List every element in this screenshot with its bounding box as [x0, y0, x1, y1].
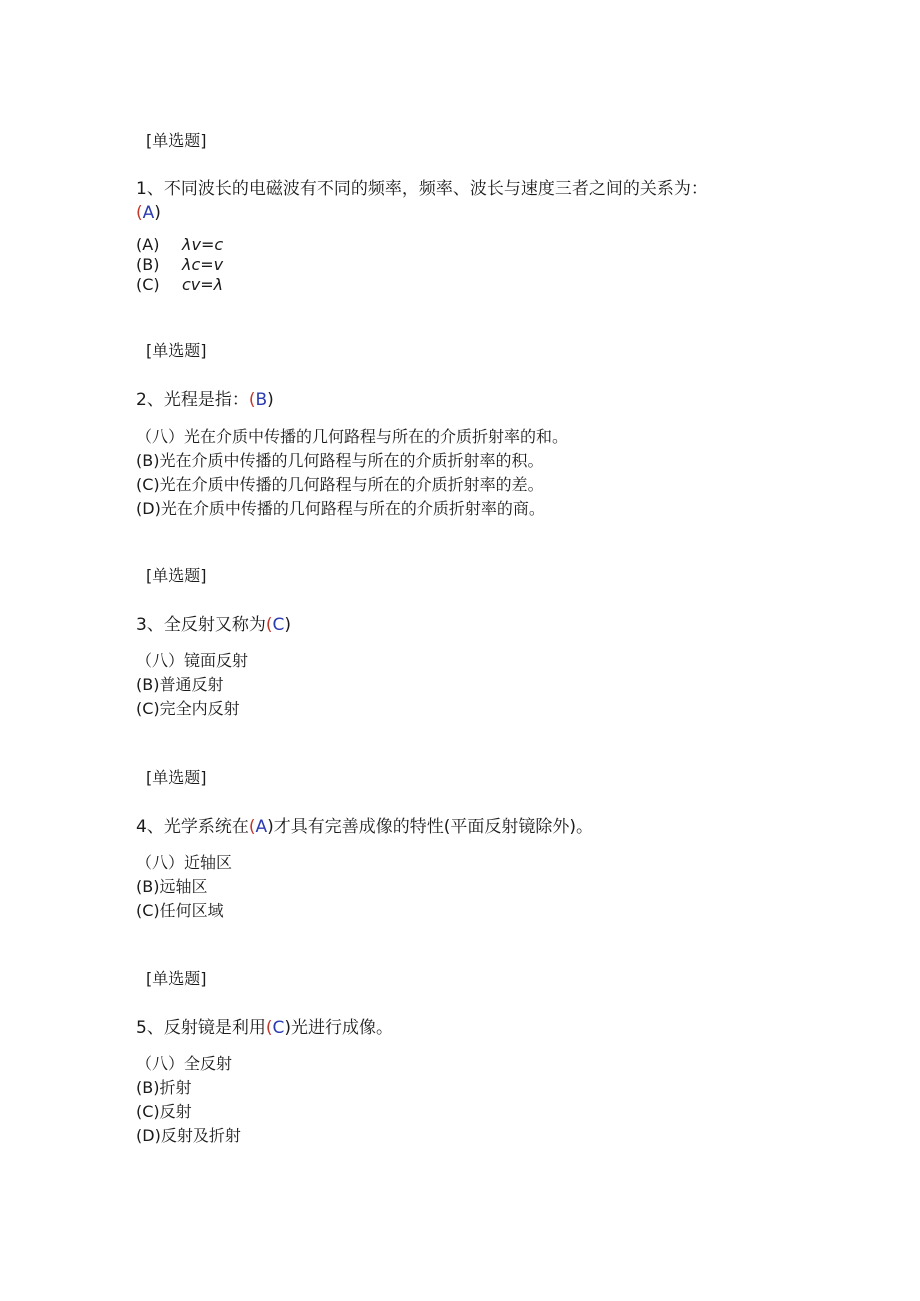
- option-label: (D): [136, 499, 161, 518]
- option-c: [136, 275, 223, 295]
- answer-letter: C: [272, 615, 285, 635]
- answer-open-paren: (: [265, 1018, 273, 1038]
- stem-text: 5、反射镜是利用: [136, 1018, 266, 1038]
- option-label: (C): [136, 475, 160, 494]
- stem-text: 3、全反射又称为: [136, 615, 266, 635]
- option-list: [136, 649, 248, 721]
- option-list: [136, 425, 568, 521]
- option-label: (C): [136, 1102, 160, 1121]
- stem-text-after: 光进行成像。: [290, 1018, 393, 1038]
- question-type-label: [单选题]: [146, 131, 207, 150]
- option-list: [136, 235, 223, 295]
- answer-close-paren: ): [267, 390, 274, 410]
- option-label: (C): [136, 275, 160, 294]
- question-type-label: [单选题]: [146, 341, 207, 360]
- question-answer-line: [136, 202, 161, 224]
- option-b: [136, 875, 232, 899]
- option-b: [136, 1076, 241, 1100]
- option-a: [136, 425, 568, 449]
- option-label: （八）: [136, 427, 185, 446]
- answer-close-paren: ): [284, 615, 291, 635]
- option-text: 普通反射: [159, 675, 224, 694]
- option-a: [136, 1052, 241, 1076]
- option-text: 光在介质中传播的几何路程与所在的介质折射率的差。: [159, 475, 544, 494]
- option-label: (C): [136, 699, 160, 718]
- option-label: （八）: [136, 651, 185, 670]
- option-label: （八）: [136, 853, 185, 872]
- option-label: (B): [136, 675, 160, 694]
- option-text: λc=v: [182, 255, 224, 274]
- option-list: [136, 1052, 241, 1148]
- option-text: 近轴区: [184, 853, 233, 872]
- option-b: [136, 449, 568, 473]
- question-stem: [136, 1017, 393, 1039]
- question-stem: [136, 389, 274, 411]
- option-text: 光在介质中传播的几何路程与所在的介质折射率的积。: [159, 451, 544, 470]
- option-label: (B): [136, 877, 160, 896]
- option-c: [136, 473, 568, 497]
- option-c: [136, 697, 248, 721]
- answer-open-paren: (: [265, 615, 273, 635]
- option-label: (B): [136, 451, 160, 470]
- option-c: [136, 899, 232, 923]
- option-a: [136, 649, 248, 673]
- option-label: (D): [136, 1126, 161, 1145]
- option-label: (B): [136, 1078, 160, 1097]
- option-text: 任何区域: [159, 901, 224, 920]
- question-stem: [136, 816, 593, 838]
- answer-close-paren: ): [284, 1018, 291, 1038]
- answer-close-paren: ): [154, 203, 161, 223]
- option-text: 反射: [159, 1102, 192, 1121]
- option-a: [136, 851, 232, 875]
- option-list: [136, 851, 232, 923]
- stem-text: 2、光程是指：: [136, 390, 249, 410]
- option-text: 镜面反射: [184, 651, 249, 670]
- question-type-label: [单选题]: [146, 768, 207, 787]
- option-b: [136, 255, 223, 275]
- question-stem: [136, 178, 708, 200]
- option-text: 远轴区: [159, 877, 208, 896]
- answer-letter: A: [255, 817, 268, 837]
- answer-open-paren: (: [136, 203, 143, 223]
- question-type-label: [单选题]: [146, 566, 207, 585]
- option-text: 光在介质中传播的几何路程与所在的介质折射率的商。: [160, 499, 545, 518]
- question-stem: [136, 614, 291, 636]
- option-text: cv=λ: [182, 275, 224, 294]
- option-text: λv=c: [182, 235, 224, 254]
- option-label: (A): [136, 235, 160, 254]
- question-type-label: [单选题]: [146, 969, 207, 988]
- answer-letter: B: [255, 390, 268, 410]
- stem-text: 1、不同波长的电磁波有不同的频率，频率、波长与速度三者之间的关系为：: [136, 179, 708, 199]
- option-label: (C): [136, 901, 160, 920]
- option-b: [136, 673, 248, 697]
- answer-close-paren: ): [267, 817, 274, 837]
- option-d: [136, 1124, 241, 1148]
- option-label: （八）: [136, 1054, 185, 1073]
- option-text: 全反射: [184, 1054, 233, 1073]
- option-a: [136, 235, 223, 255]
- option-c: [136, 1100, 241, 1124]
- stem-text-after: 才具有完善成像的特性(平面反射镜除外)。: [273, 817, 594, 837]
- option-text: 完全内反射: [159, 699, 240, 718]
- stem-text: 4、光学系统在: [136, 817, 249, 837]
- option-text: 光在介质中传播的几何路程与所在的介质折射率的和。: [184, 427, 569, 446]
- answer-open-paren: (: [248, 817, 256, 837]
- option-d: [136, 497, 568, 521]
- answer-letter: C: [272, 1018, 285, 1038]
- option-text: 折射: [159, 1078, 192, 1097]
- answer-letter: A: [142, 203, 155, 223]
- option-text: 反射及折射: [160, 1126, 241, 1145]
- option-label: (B): [136, 255, 160, 274]
- answer-open-paren: (: [248, 390, 256, 410]
